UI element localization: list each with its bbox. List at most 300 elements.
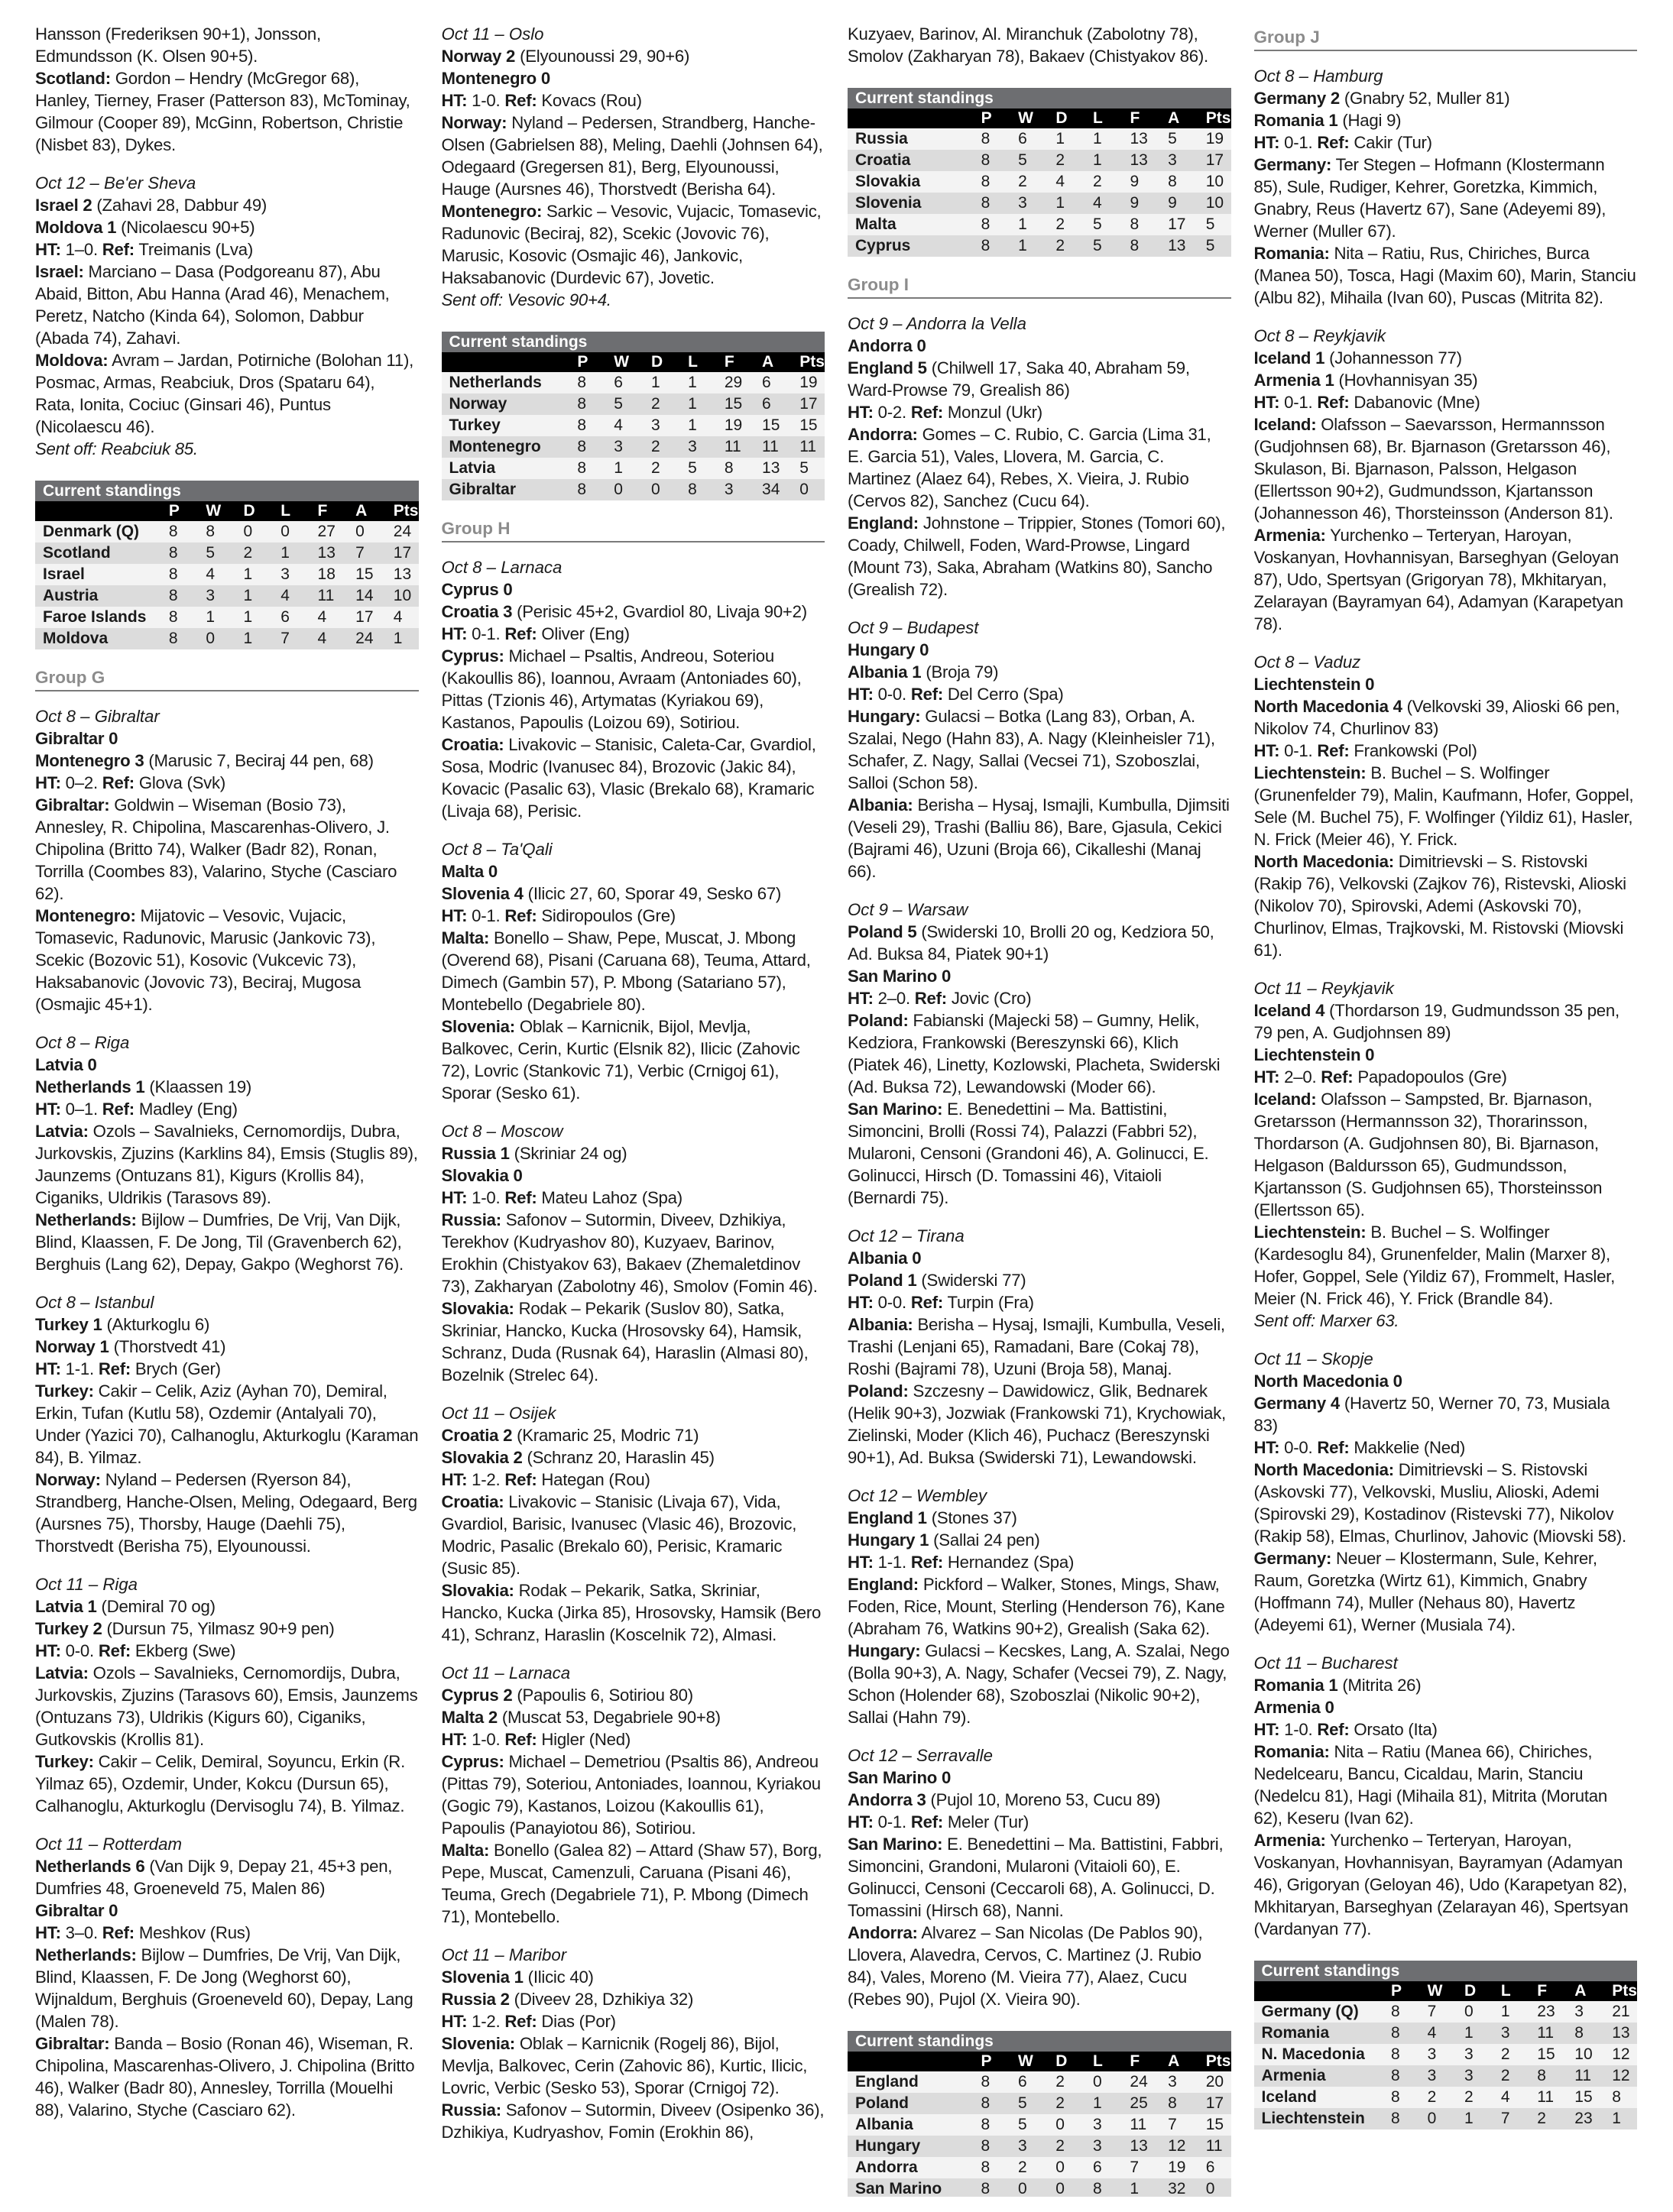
standings-table	[442, 332, 825, 500]
text-run: Del Cerro (Spa)	[942, 685, 1064, 704]
stat-cell: 1	[1090, 150, 1127, 171]
bold-run: Malta 2	[441, 1708, 498, 1727]
bold-run: Romania 1	[1253, 1676, 1338, 1695]
text-run: 0-1.	[1279, 393, 1318, 412]
stat-cell: 1	[391, 628, 419, 649]
bold-run: Andorra:	[848, 425, 918, 444]
standings-header-cell: P	[1388, 1981, 1425, 2001]
bold-run: Malta:	[441, 928, 490, 947]
standings-header-cell: L	[1090, 108, 1127, 128]
text-run: Fabianski (Majecki 58) – Gumny, Helik, Kedziora, Frankowski (Bereszynski 66), Klich (Piatek 46), Linetty, Kozlowski, Placheta, Swiderski (Ad. Buksa 72), Lewandowski (Moder 66).	[848, 1011, 1221, 1096]
stat-cell: 8	[978, 171, 1016, 193]
bold-run: Iceland:	[1253, 1090, 1317, 1109]
stat-cell: 0	[1090, 2071, 1127, 2093]
bold-run: Ref:	[1317, 1720, 1350, 1739]
text-run: Mijatovic – Vesovic, Vujacic, Tomasevic, Radunovic, Marusic (Jankovic 73), Scekic (Bozovic 51), Kosovic (Vukcevic 73), Haksabanovic (Jovovic 73), Beciraj, Mugosa (Osmajic 45+1).	[35, 906, 376, 1014]
stat-cell: 25	[1127, 2093, 1165, 2114]
match-dateline: Oct 8 – Hamburg	[1253, 66, 1383, 86]
standings-row	[442, 372, 825, 393]
stat-cell: 11	[721, 436, 759, 458]
bold-run: HT:	[441, 906, 468, 925]
team-name: Montenegro	[442, 436, 575, 458]
bold-run: Cyprus:	[441, 1752, 504, 1771]
stat-cell: 1	[241, 628, 278, 649]
text-run: Goldwin – Wiseman (Bosio 73), Annesley, R. Chipolina, Mascarenhas-Olivero, J. Chipolina (Britto 74), Walker (Badr 82), Ronan, Torrilla (Coombes 83), Valarino, Styche (Casciaro 62).	[35, 795, 397, 903]
text-run: Szczesny – Dawidowicz, Glik, Bednarek (Helik 90+3), Jozwiak (Frankowski 71), Krychowiak, Zielinski, Moder (Klich 46), Puchacz (Bereszynski 90+1), Ad. Buksa (Swiderski 71), Lewandowski.	[848, 1381, 1226, 1467]
team-name: Liechtenstein	[1254, 2108, 1388, 2129]
bold-run: Gibraltar 0	[35, 729, 118, 748]
bold-run: England:	[848, 513, 919, 533]
italic-run: Sent off: Reabciuk 85.	[35, 439, 198, 458]
stat-cell: 19	[721, 415, 759, 436]
standings-row	[1254, 2001, 1638, 2023]
stat-cell: 27	[315, 521, 353, 542]
column-4	[1254, 23, 1638, 2197]
bold-run: HT:	[441, 1730, 468, 1749]
stat-cell: 2	[241, 542, 278, 564]
text-run: Oblak – Karnicnik, Bijol, Mevlja, Balkovec, Cerin, Kurtic (Elsnik 82), Ilicic (Zahovic 72), Lovric (Stankovic 71), Verbic (Crnigoj 61), Sporar (Sesko 61).	[441, 1017, 800, 1103]
match-body	[442, 1142, 825, 1386]
match-dateline: Oct 11 – Rotterdam	[35, 1835, 182, 1854]
text-run: (Broja 79)	[921, 662, 999, 682]
bold-run: Ref:	[910, 1812, 943, 1831]
stat-cell: 4	[1090, 193, 1127, 214]
standings-header-cell: Pts	[1609, 1981, 1637, 2001]
stat-cell: 24	[391, 521, 419, 542]
stat-cell: 17	[352, 607, 391, 628]
standings-header-cell: W	[1015, 108, 1052, 128]
text-run: (Velkovski 39, Alioski 66 pen, Nikolov 74, Churlinov 83)	[1253, 697, 1620, 738]
group-heading: Group H	[442, 517, 825, 542]
standings-row	[442, 458, 825, 479]
bold-run: HT:	[1253, 133, 1280, 152]
match-body	[848, 23, 1231, 67]
stat-cell: 11	[1534, 2087, 1571, 2108]
text-run: 2–0.	[1279, 1067, 1321, 1087]
match-report	[848, 1225, 1231, 1469]
stat-cell: 1	[1461, 2108, 1498, 2129]
bold-run: Iceland:	[1253, 415, 1317, 434]
match-dateline: Oct 11 – Skopje	[1253, 1349, 1373, 1368]
stat-cell: 8	[1388, 2087, 1425, 2108]
standings-row	[848, 2071, 1231, 2093]
text-run: Ozols – Savalnieks, Cernomordijs, Dubra, Jurkovskis, Zjuzins (Karklins 84), Emsis (Stuglis 89), Jaunzems (Ontuzans 81), Kigurs (Krollis 84), Ciganiks, Uldrikis (Tarasovs 89).	[35, 1122, 418, 1207]
text-run: (Van Dijk 9, Depay 21, 45+3 pen, Dumfries 48, Groeneveld 75, Malen 86)	[35, 1857, 393, 1898]
bold-run: Liechtenstein:	[1253, 763, 1367, 782]
text-run: Olafsson – Saevarsson, Hermannsson (Gudjohnsen 68), Br. Bjarnason (Gretarsson 46), Skulason, Bi. Bjarnason, Palsson, Helgason (Ellertsson 90+2), Gudmundsson, Kjartansson (Johannesson 46), Thorsteinsson (Anderson 81).	[1253, 415, 1613, 523]
stat-cell: 8	[978, 214, 1016, 235]
text-run: (Pujol 10, Moreno 53, Cucu 89)	[926, 1790, 1161, 1809]
stat-cell: 2	[648, 436, 685, 458]
bold-run: Ref:	[504, 2012, 537, 2031]
bold-run: Slovenia:	[441, 2034, 515, 2053]
text-run: Johnstone – Trippier, Stones (Tomori 60), Coady, Chilwell, Foden, Ward-Prowse, Lingard (Mount 73), Saka, Abraham (Watkins 80), Sancho (Grealish 72).	[848, 513, 1226, 599]
match-dateline: Oct 8 – Reykjavik	[1253, 326, 1386, 345]
text-run: Yurchenko – Terteryan, Haroyan, Voskanyan, Hovhannisyan, Barseghyan (Geloyan 87), Udo, Spertsyan (Grigoryan 78), Mkhitaryan, Zelarayan (Bayramyan 64), Adamyan (Karapetyan 78).	[1253, 526, 1623, 633]
team-name: Norway	[442, 393, 575, 415]
match-body	[848, 639, 1231, 883]
stat-cell: 8	[574, 436, 611, 458]
stat-cell: 0	[1461, 2001, 1498, 2023]
stat-cell: 9	[1165, 193, 1203, 214]
stat-cell: 2	[1015, 171, 1052, 193]
bold-run: North Macedonia:	[1253, 852, 1394, 871]
bold-run: Russia:	[441, 1210, 501, 1229]
text-run: 0–1.	[60, 1100, 102, 1119]
bold-run: HT:	[848, 989, 874, 1008]
stat-cell: 8	[978, 2093, 1015, 2114]
text-run: Ekberg (Swe)	[130, 1641, 236, 1660]
team-name: Slovenia	[848, 193, 978, 214]
stat-cell: 11	[796, 436, 825, 458]
text-run: (Thordarson 19, Gudmundsson 35 pen, 79 pen, A. Gudjohnsen 89)	[1253, 1001, 1620, 1042]
stat-cell: 0	[1052, 2114, 1090, 2136]
bold-run: Montenegro:	[35, 906, 136, 925]
match-body	[848, 921, 1231, 1209]
stat-cell: 0	[648, 479, 685, 500]
team-name: Armenia	[1254, 2065, 1388, 2087]
text-run: Cakir (Tur)	[1349, 133, 1432, 152]
stat-cell: 18	[315, 564, 353, 585]
stat-cell: 1	[241, 607, 278, 628]
stat-cell: 24	[1127, 2071, 1165, 2093]
text-run: Banda – Bosio (Ronan 46), Wiseman, R. Chipolina, Mascarenhas-Olivero, J. Chipolina (Britto 46), Walker (Badr 80), Annesley, Torrilla (Mouelhi 88), Valarino, Styche (Casciaro 62).	[35, 2034, 415, 2120]
stat-cell: 3	[1425, 2065, 1461, 2087]
match-dateline: Oct 8 – Riga	[35, 1033, 130, 1052]
stat-cell: 1	[1609, 2108, 1637, 2129]
bold-run: Russia 2	[441, 1990, 510, 2009]
stat-cell: 2	[648, 393, 685, 415]
stat-cell: 2	[648, 458, 685, 479]
bold-run: Armenia 1	[1253, 371, 1334, 390]
text-run: (Chilwell 17, Saka 40, Abraham 59, Ward-Prowse 79, Grealish 86)	[848, 358, 1190, 400]
bold-run: Norway 1	[35, 1337, 109, 1356]
stat-cell: 2	[1015, 2157, 1052, 2178]
stat-cell: 3	[648, 415, 685, 436]
column-3	[848, 23, 1231, 2197]
standings-grid	[848, 2052, 1231, 2197]
stat-cell: 10	[1203, 193, 1231, 214]
stat-cell: 0	[1015, 2178, 1052, 2197]
match-dateline: Oct 9 – Andorra la Vella	[848, 314, 1026, 333]
bold-run: HT:	[1253, 1720, 1280, 1739]
bold-run: HT:	[441, 91, 468, 110]
text-run: (Marusic 7, Beciraj 44 pen, 68)	[144, 751, 374, 770]
text-run: Rodak – Pekarik, Satka, Skriniar, Hancko, Kucka (Jirka 85), Hrosovsky, Hamsik (Bero 41), Schranz, Haraslin (Koscelnik 72), Almasi.	[441, 1581, 822, 1644]
team-name: Hungary	[848, 2136, 978, 2157]
italic-run: Sent off: Vesovic 90+4.	[441, 290, 611, 309]
stat-cell: 8	[978, 2114, 1015, 2136]
bold-run: Hungary 0	[848, 640, 929, 659]
stat-cell: 8	[978, 2157, 1015, 2178]
stat-cell: 6	[1090, 2157, 1127, 2178]
text-run: Nyland – Pedersen, Strandberg, Hanche-Olsen (Gabrielsen 88), Meling, Daehli (Johnsen 64), Odegaard (Gregersen 81), Berg, Elyounoussi, Hauge (Aursnes 46), Thorstvedt (Berisha 64).	[441, 113, 823, 199]
match-report	[35, 172, 419, 460]
text-run: Mateu Lahoz (Spa)	[537, 1188, 682, 1207]
text-run: 1-1.	[873, 1553, 911, 1572]
bold-run: Malta 0	[441, 862, 498, 881]
stat-cell: 19	[1203, 128, 1231, 150]
text-run: Berisha – Hysaj, Ismajli, Kumbulla, Djimsiti (Veseli 29), Trashi (Balliu 86), Bare, Gjasula, Cekici (Bajrami 46), Uzuni (Broja 66), Cikalleshi (Manaj 66).	[848, 795, 1230, 881]
bold-run: Montenegro:	[441, 202, 543, 221]
bold-run: Ref:	[504, 1730, 537, 1749]
stat-cell: 8	[978, 2136, 1015, 2157]
stat-cell: 8	[685, 479, 721, 500]
text-run: 0-1.	[467, 906, 505, 925]
stat-cell: 34	[759, 479, 796, 500]
text-run: (Schranz 20, Haraslin 45)	[522, 1448, 715, 1467]
standings-title: Current standings	[35, 481, 419, 501]
text-run: Nita – Ratiu, Rus, Chiriches, Burca (Manea 50), Tosca, Hagi (Maxim 60), Marin, Stanciu (Albu 82), Mihaila (Ivan 60), Puscas (Mitrita 82).	[1253, 244, 1636, 307]
standings-header-cell: Pts	[796, 352, 825, 372]
bold-run: Malta:	[441, 1841, 490, 1860]
bold-run: Ref:	[1317, 741, 1350, 760]
standings-row	[848, 128, 1231, 150]
stat-cell: 17	[1165, 214, 1203, 235]
text-run: 0-1.	[1279, 133, 1318, 152]
bold-run: Ref:	[910, 1553, 943, 1572]
stat-cell: 8	[166, 628, 203, 649]
match-report	[848, 313, 1231, 601]
bold-run: Russia:	[441, 2100, 501, 2120]
text-run: (Gnabry 52, Muller 81)	[1339, 89, 1510, 108]
bold-run: Liechtenstein 0	[1253, 675, 1375, 694]
bold-run: Croatia:	[441, 1492, 504, 1511]
stat-cell: 7	[352, 542, 391, 564]
standings-table	[848, 2031, 1231, 2197]
text-run: 1-2.	[467, 1470, 505, 1489]
bold-run: Slovakia:	[441, 1299, 514, 1318]
standings-row	[848, 2114, 1231, 2136]
stat-cell: 4	[1425, 2023, 1461, 2044]
standings-header-cell: F	[315, 501, 353, 521]
match-body	[35, 1313, 419, 1557]
stat-cell: 8	[166, 585, 203, 607]
bold-run: Cyprus:	[441, 646, 504, 666]
standings-grid	[442, 352, 825, 500]
stat-cell: 11	[1571, 2065, 1609, 2087]
standings-title: Current standings	[442, 332, 825, 352]
bold-run: Ref:	[910, 1293, 943, 1312]
stat-cell: 9	[1127, 171, 1165, 193]
stat-cell: 8	[1165, 171, 1203, 193]
bold-run: Slovenia:	[441, 1017, 515, 1036]
stat-cell: 6	[759, 393, 796, 415]
stat-cell: 5	[1165, 128, 1203, 150]
stat-cell: 1	[1052, 128, 1090, 150]
text-run: Dimitrievski – S. Ristovski (Askovski 77), Velkovski, Musliu, Alioski, Ademi (Spirovski 29), Kostadinov (Ristevski 77), Nikolov (Rakip 58), Elmas, Churlinov, Jahovic (Miovski 58).	[1253, 1460, 1626, 1546]
standings-row	[1254, 2065, 1638, 2087]
bold-run: Ref:	[910, 685, 943, 704]
stat-cell: 19	[796, 372, 825, 393]
standings-header-cell: D	[648, 352, 685, 372]
italic-run: Sent off: Marxer 63.	[1253, 1311, 1399, 1330]
text-run: B. Buchel – S. Wolfinger (Grunenfelder 79), Malin, Kaufmann, Hofer, Goppel, Sele (M. Buchel 75), F. Wolfinger (Yildiz 61), Hasler, N. Frick (Meier 46), Y. Frick.	[1253, 763, 1634, 849]
stat-cell: 29	[721, 372, 759, 393]
bold-run: Armenia 0	[1253, 1698, 1334, 1717]
stat-cell: 1	[1127, 2178, 1165, 2197]
bold-run: HT:	[35, 1923, 61, 1942]
team-name: Albania	[848, 2114, 978, 2136]
stat-cell: 8	[978, 2178, 1015, 2197]
stat-cell: 14	[352, 585, 391, 607]
stat-cell: 8	[978, 150, 1016, 171]
text-run: Pickford – Walker, Stones, Mings, Shaw, Foden, Rice, Mount, Sterling (Henderson 76), Kane (Abraham 76, Watkins 90+2), Grealish (Saka 62).	[848, 1575, 1225, 1638]
stat-cell: 1	[241, 585, 278, 607]
text-run: Olafsson – Sampsted, Br. Bjarnason, Gretarsson (Hermannsson 32), Thorarinsson, Thordarson (A. Gudjohnsen 80), Bi. Bjarnason, Helgason (Baldursson 65), Gudmundsson, Kjartansson (S. Gudjohnsen 65), Thorsteinsson (Ellertsson 65).	[1253, 1090, 1603, 1219]
match-dateline: Oct 11 – Osijek	[441, 1404, 556, 1423]
match-report	[442, 1402, 825, 1646]
match-body	[35, 1595, 419, 1817]
stat-cell: 8	[166, 521, 203, 542]
stat-cell: 8	[574, 458, 611, 479]
standings-header-cell: D	[1052, 108, 1090, 128]
text-run: (Elyounoussi 29, 90+6)	[515, 47, 690, 66]
match-dateline: Oct 11 – Maribor	[441, 1945, 567, 1964]
text-run: E. Benedettini – Ma. Battistini, Simoncini, Brolli (Rossi 74), Palazzi (Fabbri 52), Mularoni, Censoni (Grandoni 46), A. Golinucci, E. Golinucci, Hirsch (D. Tomassini 46), Vitaioli (Bernardi 75).	[848, 1100, 1209, 1207]
stat-cell: 2	[1461, 2087, 1498, 2108]
match-dateline: Oct 9 – Budapest	[848, 618, 979, 637]
stat-cell: 5	[796, 458, 825, 479]
stat-cell: 8	[978, 235, 1016, 257]
bold-run: Ref:	[504, 91, 537, 110]
match-dateline: Oct 12 – Serravalle	[848, 1746, 993, 1765]
bold-run: Turkey 1	[35, 1315, 102, 1334]
bold-run: Ref:	[102, 1100, 135, 1119]
match-dateline: Oct 8 – Ta'Qali	[441, 840, 553, 859]
stat-cell: 3	[685, 436, 721, 458]
stat-cell: 4	[1498, 2087, 1534, 2108]
text-run: (Ilicic 40)	[523, 1967, 594, 1987]
bold-run: Gibraltar:	[35, 2034, 110, 2053]
stat-cell: 12	[1609, 2044, 1637, 2065]
stat-cell: 1	[685, 415, 721, 436]
bold-run: Albania:	[848, 1315, 913, 1334]
standings-row	[848, 193, 1231, 214]
text-run: 0-0.	[873, 1293, 911, 1312]
stat-cell: 20	[1203, 2071, 1231, 2093]
match-body	[35, 23, 419, 156]
stat-cell: 8	[1165, 2093, 1203, 2114]
bold-run: Israel 2	[35, 196, 92, 215]
stat-cell: 23	[1534, 2001, 1571, 2023]
team-name: Latvia	[442, 458, 575, 479]
stat-cell: 15	[796, 415, 825, 436]
stat-cell: 3	[1498, 2023, 1534, 2044]
text-run: Berisha – Hysaj, Ismajli, Kumbulla, Veseli, Trashi (Lenjani 65), Ramadani, Bare (Cokaj 78), Roshi (Bajrami 78), Uzuni (Broja 58), Manaj.	[848, 1315, 1225, 1378]
team-name: Denmark (Q)	[35, 521, 166, 542]
text-run: Rodak – Pekarik (Suslov 80), Satka, Skriniar, Hancko, Kucka (Hrosovsky 64), Hamsik, Schranz, Duda (Rusnak 64), Haraslin (Almasi 80), Bozelnik (Strelec 64).	[441, 1299, 809, 1385]
text-run: (Skriniar 24 og)	[509, 1144, 627, 1163]
text-run: B. Buchel – S. Wolfinger (Kardesoglu 84), Grunenfelder, Malin (Marxer 8), Hofer, Goppel, Sele (Yildiz 67), Frommelt, Hasler, Meier (N. Frick 46), Y. Frick (Brandle 84).	[1253, 1223, 1616, 1308]
text-run: Meshkov (Rus)	[134, 1923, 251, 1942]
bold-run: Latvia 0	[35, 1055, 97, 1074]
bold-run: Poland 1	[848, 1271, 917, 1290]
text-run: (Stones 37)	[926, 1508, 1017, 1527]
bold-run: Ref:	[504, 1470, 537, 1489]
bold-run: San Marino 0	[848, 967, 952, 986]
text-run: (Zahavi 28, Dabbur 49)	[92, 196, 267, 215]
text-run: Gulacsi – Kecskes, Lang, A. Szalai, Nego (Bolla 90+3), A. Nagy, Schafer (Vecsei 79), Z. Nagy, Schon (Holender 68), Szoboszlai (Nikolic 90+2), Sallai (Hahn 79).	[848, 1641, 1230, 1727]
stat-cell: 2	[1425, 2087, 1461, 2108]
bold-run: Ref:	[1317, 393, 1350, 412]
team-name: Moldova	[35, 628, 166, 649]
bold-run: Romania 1	[1253, 111, 1338, 130]
stat-cell: 0	[1203, 2178, 1231, 2197]
bold-run: Cyprus 0	[441, 580, 513, 599]
column-1	[35, 23, 419, 2197]
bold-run: Scotland:	[35, 69, 111, 88]
text-run: Kuzyaev, Barinov, Al. Miranchuk (Zabolotny 78), Smolov (Zakharyan 78), Bakaev (Chistyakov 86).	[848, 24, 1208, 66]
bold-run: Andorra 0	[848, 336, 926, 355]
text-run: Makkelie (Ned)	[1349, 1438, 1466, 1457]
stat-cell: 17	[1203, 2093, 1231, 2114]
standings-grid	[1254, 1981, 1638, 2129]
bold-run: Albania:	[848, 795, 913, 815]
team-name: Netherlands	[442, 372, 575, 393]
stat-cell: 7	[1165, 2114, 1203, 2136]
match-body	[1254, 1370, 1638, 1636]
match-dateline: Oct 12 – Wembley	[848, 1486, 987, 1505]
bold-run: Ref:	[102, 1923, 135, 1942]
standings-row	[442, 436, 825, 458]
text-run: 1-0.	[467, 91, 505, 110]
text-run: Turpin (Fra)	[942, 1293, 1034, 1312]
group-heading: Group J	[1254, 26, 1638, 51]
stat-cell: 8	[1388, 2044, 1425, 2065]
stat-cell: 4	[203, 564, 240, 585]
match-body	[35, 1054, 419, 1275]
stat-cell: 1	[241, 564, 278, 585]
stat-cell: 0	[1425, 2108, 1461, 2129]
text-run: Livakovic – Stanisic (Livaja 67), Vida, Gvardiol, Barisic, Ivanusec (Vlasic 46), Brozovic, Modric, Pasalic (Brekalo 60), Perisic, Kramaric (Susic 85).	[441, 1492, 797, 1578]
text-run: Dimitrievski – S. Ristovski (Rakip 76), Velkovski (Zajkov 76), Ristevski, Alioski (Nikolov 70), Spirovski, Ademi (Askovski 70), Churlinov, Elmas, Trajkovski, M. Ristovski (Miovski 61).	[1253, 852, 1626, 960]
stat-cell: 15	[1203, 2114, 1231, 2136]
text-run: 1-1.	[60, 1359, 99, 1378]
bold-run: HT:	[441, 624, 468, 643]
bold-run: HT:	[848, 1812, 874, 1831]
text-run: (Perisic 45+2, Gvardiol 80, Livaja 90+2)	[512, 602, 807, 621]
bold-run: Romania:	[1253, 1742, 1330, 1761]
bold-run: Gibraltar:	[35, 795, 110, 815]
bold-run: Ref:	[98, 1641, 131, 1660]
text-run: Hernandez (Spa)	[942, 1553, 1075, 1572]
standings-row	[1254, 2044, 1638, 2065]
stat-cell: 13	[1609, 2023, 1637, 2044]
text-run: 0-0.	[1279, 1438, 1318, 1457]
bold-run: HT:	[848, 1553, 874, 1572]
bold-run: Moldova 1	[35, 218, 117, 237]
text-run: (Kramaric 25, Modric 71)	[512, 1426, 699, 1445]
bold-run: San Marino:	[848, 1835, 943, 1854]
bold-run: Israel:	[35, 262, 84, 281]
stat-cell: 7	[1425, 2001, 1461, 2023]
match-body	[848, 1767, 1231, 2010]
match-report	[442, 1120, 825, 1386]
stat-cell: 4	[1052, 171, 1090, 193]
bold-run: Gibraltar 0	[35, 1901, 118, 1920]
bold-run: HT:	[35, 1359, 61, 1378]
match-report	[442, 556, 825, 822]
team-name: Andorra	[848, 2157, 978, 2178]
text-run: Meler (Tur)	[942, 1812, 1029, 1831]
bold-run: HT:	[848, 403, 874, 422]
stat-cell: 8	[1609, 2087, 1637, 2108]
bold-run: Norway 2	[441, 47, 516, 66]
stat-cell: 0	[1052, 2157, 1090, 2178]
stat-cell: 2	[1090, 171, 1127, 193]
stat-cell: 8	[721, 458, 759, 479]
